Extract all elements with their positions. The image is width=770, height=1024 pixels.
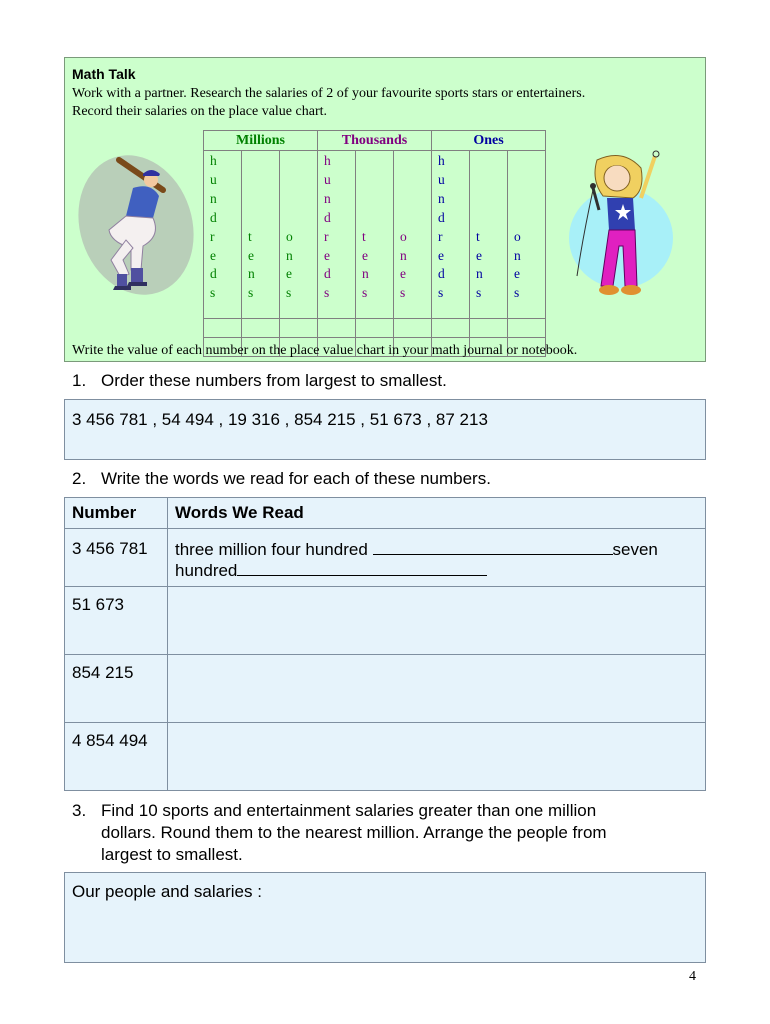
row-number: 3 456 781: [65, 529, 168, 587]
column-hundreds: h u n d r e d s: [432, 151, 470, 319]
blank-line[interactable]: [237, 561, 487, 576]
blank-cell[interactable]: [394, 319, 432, 338]
question-2: [72, 469, 712, 491]
blank-cell[interactable]: [318, 319, 356, 338]
place-value-chart: [203, 130, 546, 357]
math-talk-instruction-1: Work with a partner. Research the salaries of 2 of your favourite sports stars or entertainers.: [72, 86, 586, 101]
question-line-3: largest to smallest.: [101, 845, 243, 864]
column-ones: o n e s: [280, 151, 318, 319]
baseball-player-image: [71, 150, 201, 300]
q3-box-label: Our people and salaries :: [72, 882, 262, 901]
words-table: [64, 497, 706, 791]
question-1: [72, 371, 712, 393]
blank-cell[interactable]: [432, 319, 470, 338]
blank-cell[interactable]: [204, 319, 242, 338]
header-number: Number: [65, 498, 168, 529]
page-number: 4: [689, 969, 696, 984]
question-line-2: dollars. Round them to the nearest million. Arrange the people from: [101, 823, 607, 842]
question-3: [72, 801, 722, 867]
column-ones: o n e s: [508, 151, 546, 319]
column-tens: t e n s: [356, 151, 394, 319]
q3-answer-box[interactable]: [64, 872, 706, 963]
blank-cell[interactable]: [470, 319, 508, 338]
table-row: [65, 587, 706, 655]
blank-line[interactable]: [373, 540, 613, 555]
math-talk-panel: [64, 57, 706, 362]
q1-numbers: 3 456 781 , 54 494 , 19 316 , 854 215 , 51 673 , 87 213: [72, 410, 488, 429]
question-text: Write the words we read for each of these numbers.: [101, 469, 491, 488]
blank-cell[interactable]: [508, 319, 546, 338]
row-words[interactable]: [168, 587, 706, 655]
column-tens: t e n s: [470, 151, 508, 319]
words-end: hundred: [175, 561, 238, 580]
singer-image: [563, 146, 679, 312]
table-row: [65, 655, 706, 723]
question-line-1: Find 10 sports and entertainment salaries greater than one million: [101, 801, 597, 820]
question-text: Order these numbers from largest to smallest.: [101, 371, 447, 390]
row-number: 51 673: [65, 587, 168, 655]
math-talk-instruction-2: Record their salaries on the place value chart.: [72, 104, 327, 119]
column-tens: t e n s: [242, 151, 280, 319]
row-words[interactable]: [168, 723, 706, 791]
table-row: [65, 723, 706, 791]
column-hundreds: h u n d r e d s: [318, 151, 356, 319]
math-talk-footer: Write the value of each number on the place value chart in your math journal or notebook.: [72, 343, 578, 358]
row-number: 854 215: [65, 655, 168, 723]
column-ones: o n e s: [394, 151, 432, 319]
math-talk-title: Math Talk: [72, 66, 136, 82]
table-row: [65, 529, 706, 587]
blank-cell[interactable]: [242, 319, 280, 338]
question-number: 1.: [72, 371, 87, 390]
header-words: Words We Read: [168, 498, 706, 529]
column-hundreds: h u n d r e d s: [204, 151, 242, 319]
row-number: 4 854 494: [65, 723, 168, 791]
q1-answer-box[interactable]: [64, 399, 706, 460]
blank-cell[interactable]: [280, 319, 318, 338]
question-number: 3.: [72, 801, 87, 820]
group-ones: Ones: [432, 131, 546, 151]
words-start: three million four hundred: [175, 540, 373, 559]
row-words[interactable]: [168, 655, 706, 723]
row-words[interactable]: [168, 529, 706, 587]
words-mid: seven: [612, 540, 658, 559]
question-number: 2.: [72, 469, 87, 488]
group-millions: Millions: [204, 131, 318, 151]
group-thousands: Thousands: [318, 131, 432, 151]
blank-cell[interactable]: [356, 319, 394, 338]
